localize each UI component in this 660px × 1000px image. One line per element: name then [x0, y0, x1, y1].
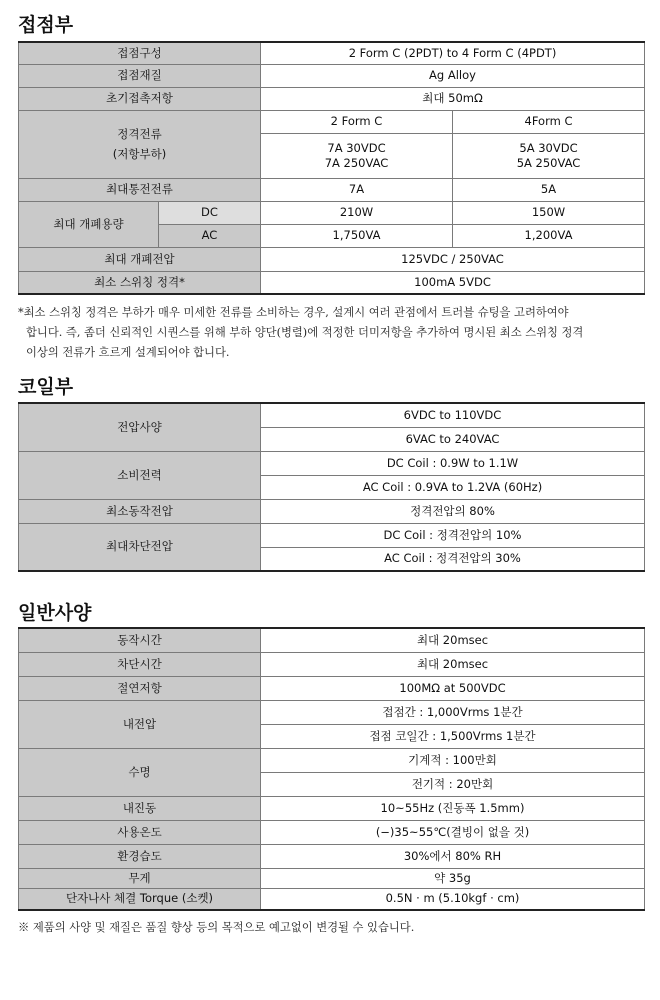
rated-current-label-line2: (저항부하): [112, 146, 167, 161]
coil-power-label: 소비전력: [19, 451, 261, 499]
humidity-label: 환경습도: [19, 844, 261, 868]
min-switching-label: 최소 스위칭 정격*: [19, 271, 261, 294]
life-electrical: 전기적 : 20만회: [261, 772, 645, 796]
operate-time-label: 동작시간: [19, 628, 261, 652]
rated-2c-line2: 7A 250VAC: [324, 155, 389, 170]
general-section-title: 일반사양: [18, 602, 92, 624]
max-current-4c: 5A: [453, 178, 645, 201]
contact-material-label: 접점재질: [19, 64, 261, 87]
max-current-label: 최대통전전류: [19, 178, 261, 201]
contact-config-value: 2 Form C (2PDT) to 4 Form C (4PDT): [261, 42, 645, 64]
rated-current-label: [19, 110, 261, 178]
contact-section-title: 접점부: [18, 14, 74, 36]
torque-value: 0.5N · m (5.10kgf · cm): [261, 888, 645, 910]
rated-2c-line1: 7A 30VDC: [327, 140, 386, 155]
weight-value: 약 35g: [261, 868, 645, 888]
min-switching-note: [18, 303, 648, 363]
coil-power-dc: DC Coil : 0.9W to 1.1W: [261, 451, 645, 475]
life-mechanical: 기계적 : 100만회: [261, 748, 645, 772]
release-time-value: 최대 20msec: [261, 652, 645, 676]
switching-ac-label: AC: [159, 224, 261, 247]
life-label: 수명: [19, 748, 261, 796]
contact-resistance-value: 최대 50mΩ: [261, 87, 645, 110]
note-line-2: 합니다. 즉, 좀더 신뢰적인 시퀀스를 위해 부하 양단(병렬)에 적정한 더미저항을 추가하여 명시된 최소 스위칭 정격: [26, 326, 584, 339]
contact-resistance-label: 초기접촉저항: [19, 87, 261, 110]
switching-capacity-label: 최대 개폐용량: [19, 201, 159, 247]
coil-voltage-ac: 6VAC to 240VAC: [261, 427, 645, 451]
coil-power-ac: AC Coil : 0.9VA to 1.2VA (60Hz): [261, 475, 645, 499]
temperature-value: (−)35~55℃(결빙이 없을 것): [261, 820, 645, 844]
dielectric-contact-coil: 접점 코일간 : 1,500Vrms 1분간: [261, 724, 645, 748]
rated-current-label-line1: 정격전류: [117, 126, 162, 141]
release-time-label: 차단시간: [19, 652, 261, 676]
switching-dc-4c: 150W: [453, 201, 645, 224]
form-2c-header: 2 Form C: [261, 110, 453, 133]
coil-pickup-label: 최소동작전압: [19, 499, 261, 523]
switching-dc-2c: 210W: [261, 201, 453, 224]
general-spec-table: [18, 627, 645, 911]
min-switching-value: 100mA 5VDC: [261, 271, 645, 294]
humidity-value: 30%에서 80% RH: [261, 844, 645, 868]
contact-spec-table: [18, 41, 645, 295]
contact-config-label: 접점구성: [19, 42, 261, 64]
coil-pickup-value: 정격전압의 80%: [261, 499, 645, 523]
coil-voltage-label: 전압사양: [19, 403, 261, 451]
form-4c-header: 4Form C: [453, 110, 645, 133]
insulation-label: 절연저항: [19, 676, 261, 700]
temperature-label: 사용온도: [19, 820, 261, 844]
vibration-value: 10~55Hz (진동폭 1.5mm): [261, 796, 645, 820]
coil-voltage-dc: 6VDC to 110VDC: [261, 403, 645, 427]
rated-4c-line2: 5A 250VAC: [516, 155, 581, 170]
weight-label: 무게: [19, 868, 261, 888]
rated-current-2c: [261, 133, 453, 178]
switching-dc-label: DC: [159, 201, 261, 224]
operate-time-value: 최대 20msec: [261, 628, 645, 652]
max-current-2c: 7A: [261, 178, 453, 201]
coil-dropout-label: 최대차단전압: [19, 523, 261, 571]
vibration-label: 내진동: [19, 796, 261, 820]
dielectric-contacts: 접점간 : 1,000Vrms 1분간: [261, 700, 645, 724]
rated-current-4c: [453, 133, 645, 178]
coil-dropout-dc: DC Coil : 정격전압의 10%: [261, 523, 645, 547]
contact-material-value: Ag Alloy: [261, 64, 645, 87]
coil-section-title: 코일부: [18, 376, 74, 398]
torque-label: 단자나사 체결 Torque (소켓): [19, 888, 261, 910]
footer-note: ※ 제품의 사양 및 재질은 품질 향상 등의 목적으로 예고없이 변경될 수 있습니다.: [18, 921, 415, 934]
note-line-1: *최소 스위칭 정격은 부하가 매우 미세한 전류를 소비하는 경우, 설계시 여러 관점에서 트러블 슈팅을 고려하여야: [18, 306, 569, 319]
max-voltage-value: 125VDC / 250VAC: [261, 247, 645, 271]
dielectric-label: 내전압: [19, 700, 261, 748]
max-voltage-label: 최대 개폐전압: [19, 247, 261, 271]
coil-spec-table: [18, 402, 645, 572]
insulation-value: 100MΩ at 500VDC: [261, 676, 645, 700]
switching-ac-4c: 1,200VA: [453, 224, 645, 247]
note-line-3: 이상의 전류가 흐르게 설계되어야 합니다.: [26, 346, 230, 359]
switching-ac-2c: 1,750VA: [261, 224, 453, 247]
coil-dropout-ac: AC Coil : 정격전압의 30%: [261, 547, 645, 571]
rated-4c-line1: 5A 30VDC: [519, 140, 578, 155]
